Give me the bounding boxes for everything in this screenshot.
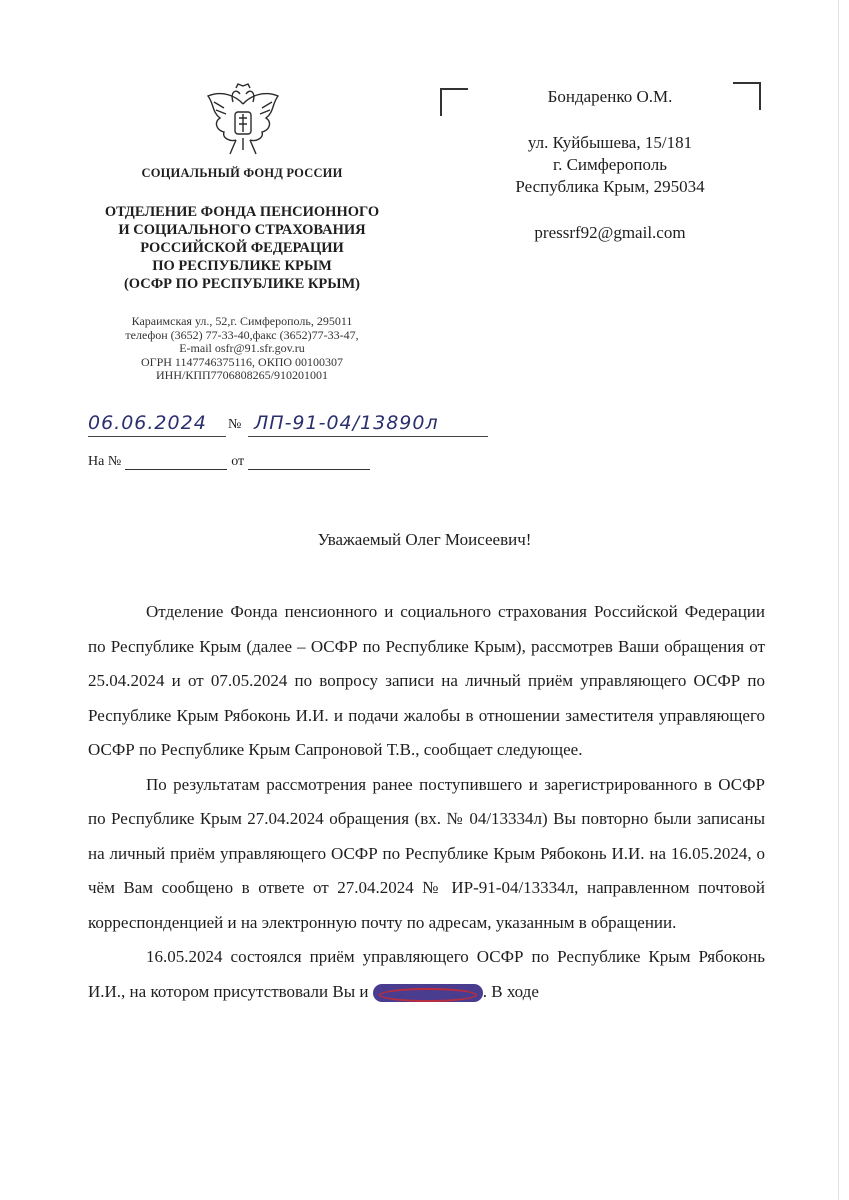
reference-line bbox=[88, 454, 370, 470]
contact-email: E-mail osfr@91.sfr.gov.ru bbox=[179, 341, 305, 355]
recipient-street: ул. Куйбышева, 15/181 bbox=[527, 133, 693, 152]
recipient-email: pressrf92@gmail.com bbox=[534, 223, 686, 242]
number-underline bbox=[248, 436, 488, 437]
number-sign: № bbox=[228, 417, 242, 432]
department-name bbox=[62, 203, 422, 293]
fund-name: СОЦИАЛЬНЫЙ ФОНД РОССИИ bbox=[141, 166, 343, 180]
body-paragraph: По результатам рассмотрения ранее поступившего и зарегистрированного в ОСФР по Республике Крым 27.04.2024 обращения (вх. № 04/13334л) Вы повторно были записаны на личный приём управляющего ОСФР по Республике Крым Рябоконь И.И. на 16.05.2024, о чём Вам сообщено в ответе от 27.04.2024 № ИР-91-04/13334л, направленном почтовой корреспонденцией и на электронную почту по адресам, указанным в обращении. bbox=[88, 774, 765, 932]
contact-address: Караимская ул., 52,г. Симферополь, 295011 bbox=[131, 314, 353, 328]
organization-header bbox=[62, 166, 422, 383]
recipient-block bbox=[480, 86, 740, 244]
recipient-region: Республика Крым, 295034 bbox=[515, 177, 705, 196]
contact-ogrn: ОГРН 1147746375116, ОКПО 00100307 bbox=[140, 354, 344, 369]
address-corner-mark-left bbox=[440, 88, 468, 116]
greeting: Уважаемый Олег Моисеевич! bbox=[317, 530, 532, 549]
handwritten-date: 06.06.2024 bbox=[88, 412, 207, 434]
handwritten-outgoing-number: ЛП-91-04/13890л bbox=[254, 412, 439, 434]
recipient-city: г. Симферополь bbox=[553, 155, 667, 174]
double-headed-eagle-emblem-icon bbox=[200, 82, 286, 164]
reference-from: от bbox=[231, 454, 245, 469]
department-line: (ОСФР ПО РЕСПУБЛИКЕ КРЫМ) bbox=[123, 276, 361, 292]
registration-line bbox=[88, 412, 508, 442]
contact-inn: ИНН/КПП7706808265/910201001 bbox=[155, 368, 328, 382]
letter-body bbox=[88, 595, 765, 1009]
body-paragraph: Отделение Фонда пенсионного и социального страхования Российской Федерации по Республике Крым (далее – ОСФР по Республике Крым), рассмотрев Ваши обращения от 25.04.2024 и от 07.05.2024 по вопросу записи на личный приём управляющего ОСФР по Республике Крым Рябоконь И.И. и подачи жалобы в отношении заместителя управляющего ОСФР по Республике Крым Сапроновой Т.В., сообщает следующее. bbox=[88, 602, 765, 759]
reference-date-blank bbox=[248, 455, 370, 470]
date-underline bbox=[88, 436, 226, 437]
department-line: И СОЦИАЛЬНОГО СТРАХОВАНИЯ bbox=[118, 222, 366, 238]
department-line: ПО РЕСПУБЛИКЕ КРЫМ bbox=[152, 258, 332, 274]
organization-contacts bbox=[62, 315, 422, 383]
contact-phone: телефон (3652) 77-33-40,факс (3652)77-33-47, bbox=[125, 327, 359, 342]
department-line: ОТДЕЛЕНИЕ ФОНДА ПЕНСИОННОГО bbox=[104, 204, 380, 220]
department-line: РОССИЙСКОЙ ФЕДЕРАЦИИ bbox=[140, 240, 344, 256]
paragraph-text: 16.05.2024 состоялся приём управляющего ОСФР по Республике Крым Рябоконь И.И., на котором присутствовали Вы и bbox=[88, 947, 765, 1001]
reference-prefix: На № bbox=[88, 454, 122, 469]
page-edge bbox=[838, 0, 839, 1200]
recipient-name: Бондаренко О.М. bbox=[547, 87, 673, 106]
paragraph-text-continued: . В ходе bbox=[482, 981, 539, 1001]
reference-number-blank bbox=[125, 455, 227, 470]
redacted-name bbox=[373, 984, 483, 1002]
body-paragraph bbox=[88, 940, 765, 1009]
